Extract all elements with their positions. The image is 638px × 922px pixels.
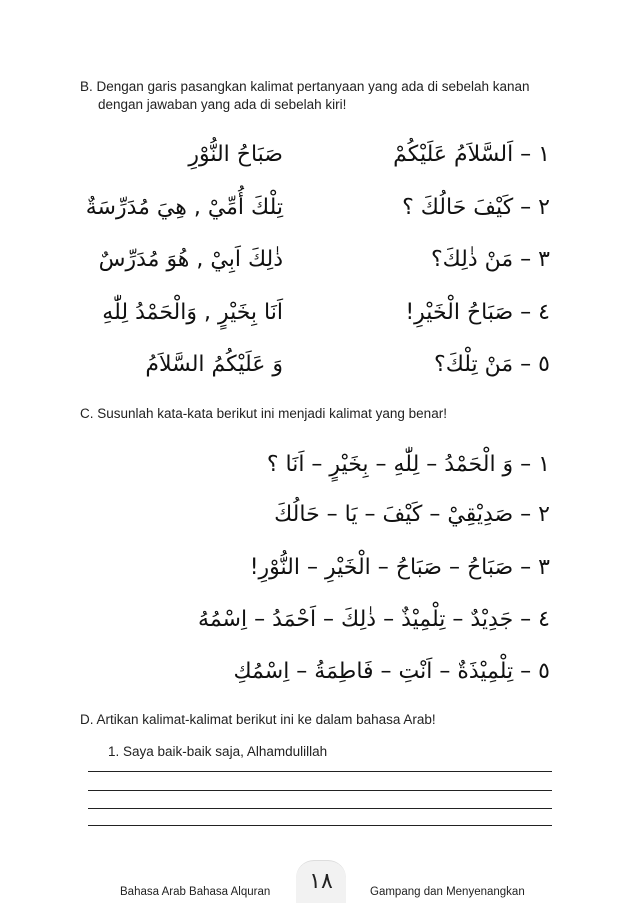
section-d-instruction: D. Artikan kalimat-kalimat berikut ini ke dalam bahasa Arab! (80, 712, 436, 727)
section-b-question-4: ٤ – صَبَاحُ الْخَيْرِ! (405, 300, 550, 325)
section-b-answer-3: ذٰلِكَ اَبِيْ , هُوَ مُدَرِّسٌ (98, 247, 283, 272)
section-b-instruction-line1: B. Dengan garis pasangkan kalimat pertanyaan yang ada di sebelah kanan (80, 79, 530, 94)
section-c-item-2: ٢ – صَدِيْقِيْ – كَيْفَ – يَا – حَالُكَ (274, 502, 550, 527)
section-b-instruction-line2: dengan jawaban yang ada di sebelah kiri! (98, 97, 347, 112)
section-c-item-1: ١ – وَ الْحَمْدُ – لِلّٰهِ – بِخَيْرٍ – اَنَا ؟ (266, 452, 550, 477)
answer-line-2 (88, 790, 552, 791)
section-c-item-4: ٤ – جَدِيْدٌ – تِلْمِيْذٌ – ذٰلِكَ – اَحْمَدُ – اِسْمُهُ (198, 607, 550, 632)
section-b-question-3: ٣ – مَنْ ذٰلِكَ؟ (430, 247, 550, 272)
section-b-answer-4: اَنَا بِخَيْرٍ , وَالْحَمْدُ لِلّٰهِ (102, 300, 283, 325)
footer-tagline: Gampang dan Menyenangkan (370, 886, 525, 898)
section-b-question-5: ٥ – مَنْ تِلْكَ؟ (434, 352, 550, 377)
page-number: ١٨ (296, 860, 346, 903)
section-b-answer-2: تِلْكَ أُمِّيْ , هِيَ مُدَرِّسَةٌ (85, 195, 283, 220)
section-c-item-5: ٥ – تِلْمِيْذَةٌ – اَنْتِ – فَاطِمَةُ – اِسْمُكِ (233, 659, 550, 684)
section-d-item-1: 1. Saya baik-baik saja, Alhamdulillah (108, 744, 328, 759)
footer-book-title: Bahasa Arab Bahasa Alquran (120, 886, 271, 898)
section-b-question-2: ٢ – كَيْفَ حَالُكَ ؟ (402, 195, 550, 220)
answer-line-4 (88, 825, 552, 826)
section-b-answer-5: وَ عَلَيْكُمُ السَّلاَمُ (145, 352, 283, 377)
section-b-answer-1: صَبَاحُ النُّوْرِ (188, 142, 283, 167)
section-c-item-3: ٣ – صَبَاحُ – صَبَاحُ – الْخَيْرِ – النُّوْرِ! (249, 555, 550, 580)
section-b-instruction (80, 78, 580, 114)
answer-line-1 (88, 771, 552, 772)
answer-line-3 (88, 808, 552, 809)
section-c-instruction: C. Susunlah kata-kata berikut ini menjadi kalimat yang benar! (80, 406, 447, 421)
section-b-question-1: ١ – اَلسَّلاَمُ عَلَيْكُمْ (393, 142, 550, 167)
